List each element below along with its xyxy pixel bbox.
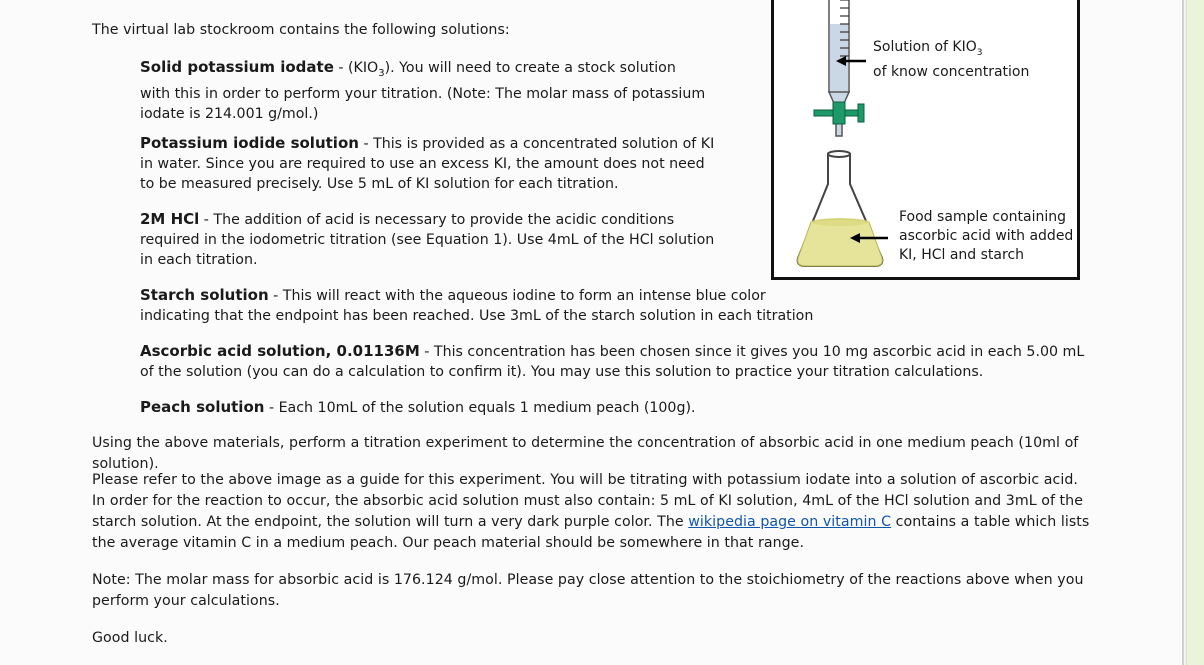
list-item: Peach solution - Each 10mL of the solution equals 1 medium peach (100g).: [140, 398, 696, 416]
list-item: 2M HCl - The addition of acid is necessary to provide the acidic conditions required in the iodometric titration (see Equation 1). Use 4mL of the HCl solution in each titration.: [140, 210, 715, 268]
list-item: Ascorbic acid solution, 0.01136M - This concentration has been chosen since it gives you 10 mg ascorbic acid in each 5.00 mL of the solution (you can do a calculation to confirm it). You may use this solution to practice your titration calculations.: [140, 342, 1085, 380]
right-margin-rail: [1186, 0, 1204, 665]
list-item: Solid potassium iodate - $(KIO_3)$. You will need to create a stock solution with this in order to perform your titration. (Note: The molar mass of potassium iodate is 214.001 g/mol.): [140, 58, 706, 122]
reference-paragraph: Please refer to the above image as a guide for this experiment. You will be titrating with potassium iodate into a solution of ascorbic acid. In order for the reaction to occur, the absorbic acid solution must also contain: 5 mL of KI solution, 4mL of the HCl solution and 3mL of the starch solution. At the endpoint, the solution will turn a very dark purple color. The wikipedia page on vitamin C contains a table which lists the average vitamin C in a medium peach. Our peach material should be somewhere in that range.: [92, 472, 1090, 551]
item-title: Potassium iodide solution: [140, 134, 359, 152]
list-item: Starch solution - This will react with the aqueous iodine to form an intense blue color indicating that the endpoint has been reached. Use 3mL of the starch solution in each titration: [140, 286, 814, 324]
note-paragraph: Note: The molar mass for absorbic acid is 176.124 g/mol. Please pay close attention to the stoichiometry of the reactions above when you perform your calculations.: [92, 572, 1084, 609]
item-title: Peach solution: [140, 398, 265, 416]
closing-text: Good luck.: [92, 630, 168, 646]
titration-figure: [771, 0, 1080, 280]
flask-label: Food sample containing ascorbic acid with added KI, HCl and starch: [899, 209, 1074, 263]
wikipedia-vitamin-c-link[interactable]: wikipedia page on vitamin C: [688, 514, 892, 530]
instructions-paragraph: Using the above materials, perform a titration experiment to determine the concentration of absorbic acid in one medium peach (10ml of solution).: [92, 435, 1079, 472]
burette-label: Solution of $KIO_3$ of know concentration: [873, 39, 1030, 80]
item-title: Starch solution: [140, 286, 269, 304]
intro-text: The virtual lab stockroom contains the following solutions:: [92, 22, 510, 38]
list-item: Potassium iodide solution - This is provided as a concentrated solution of KI in water. Since you are required to use an excess KI, the amount does not need to be measured precisely. Use 5 mL of KI solution for each titration.: [140, 134, 715, 192]
item-title: Ascorbic acid solution, 0.01136M: [140, 342, 420, 360]
item-title: 2M HCl: [140, 210, 200, 228]
flask-solution: [798, 219, 883, 266]
item-title: Solid potassium iodate: [140, 58, 334, 76]
